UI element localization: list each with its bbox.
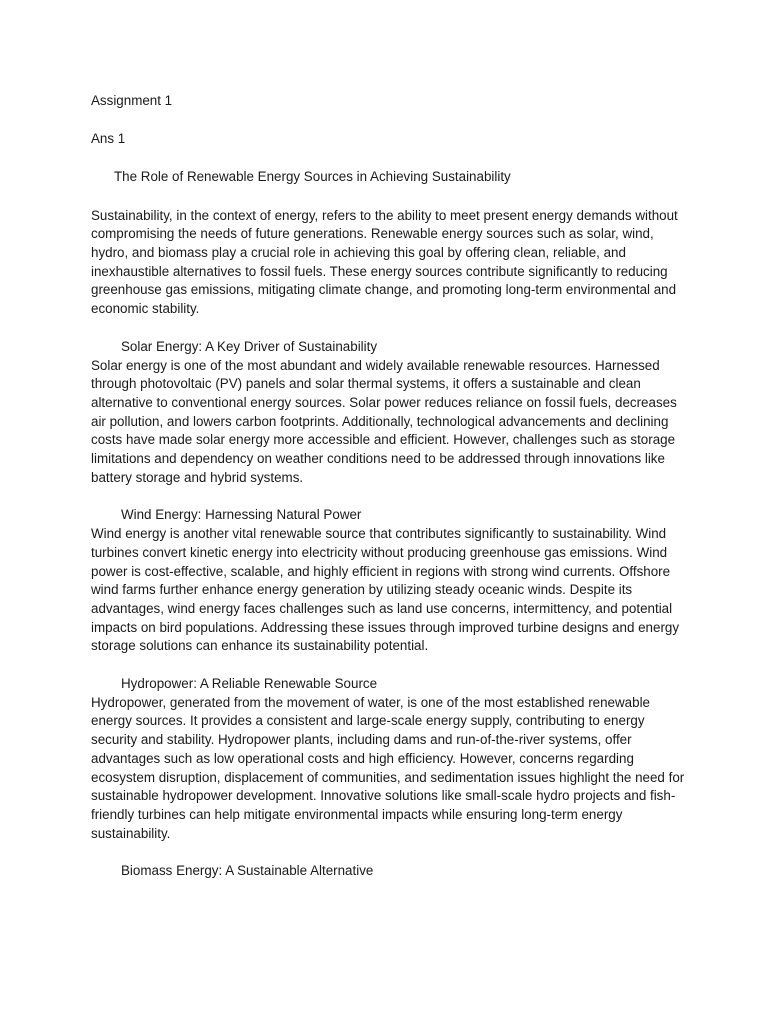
section-heading: Biomass Energy: A Sustainable Alternative — [121, 863, 374, 879]
answer-label: Ans 1 — [91, 131, 126, 147]
section-wind — [91, 506, 691, 656]
section-hydropower — [91, 675, 691, 843]
essay-title: The Role of Renewable Energy Sources in Achieving Sustainability — [114, 169, 511, 185]
document-content — [91, 92, 691, 900]
section-heading: Wind Energy: Harnessing Natural Power — [121, 507, 362, 523]
section-body: Solar energy is one of the most abundant and widely available renewable resources. Harnessed through photovoltaic (PV) panels and solar thermal systems, it offers a sustainable and clean alternative to conventional energy sources. Solar power reduces reliance on fossil fuels, decreases air pollution, and lowers carbon footprints. Additionally, technological advancements and declining costs have made solar energy more accessible and efficient. However, challenges such as storage limitations and dependency on weather conditions need to be addressed through innovations like battery storage and hybrid systems. — [91, 357, 677, 485]
assignment-title: Assignment 1 — [91, 93, 173, 108]
section-body: Wind energy is another vital renewable source that contributes significantly to sustainability. Wind turbines convert kinetic energy into electricity without producing greenhouse gas emissions. Wind power is cost-effective, scalable, and highly efficient in regions with strong wind currents. Offshore wind farms further enhance energy generation by utilizing steady oceanic winds. Despite its advantages, wind energy faces challenges such as land use concerns, intermittency, and potential impacts on bird populations. Addressing these issues through improved turbine designs and energy storage solutions can enhance its sustainability potential. — [91, 526, 680, 654]
section-heading: Hydropower: A Reliable Renewable Source — [121, 676, 378, 692]
section-body: Hydropower, generated from the movement of water, is one of the most established renewable energy sources. It provides a consistent and large-scale energy supply, contributing to energy security and stability. Hydropower plants, including dams and run-of-the-river systems, offer advantages such as low operational costs and high efficiency. However, concerns regarding ecosystem disruption, displacement of communities, and sedimentation issues highlight the need for sustainable hydropower development. Innovative solutions like small-scale hydro projects and fish-friendly turbines can help mitigate environmental impacts while ensuring long-term energy sustainability. — [91, 694, 685, 841]
section-biomass — [91, 862, 691, 881]
section-heading: Solar Energy: A Key Driver of Sustainability — [121, 338, 378, 354]
section-solar — [91, 338, 691, 488]
intro-paragraph: Sustainability, in the context of energy, refers to the ability to meet present energy demands without compromising the needs of future generations. Renewable energy sources such as solar, wind, hydro, and biomass play a crucial role in achieving this goal by offering clean, reliable, and inexhaustible alternatives to fossil fuels. These energy sources contribute significantly to reducing greenhouse gas emissions, mitigating climate change, and promoting long-term environmental and economic stability. — [91, 207, 678, 317]
